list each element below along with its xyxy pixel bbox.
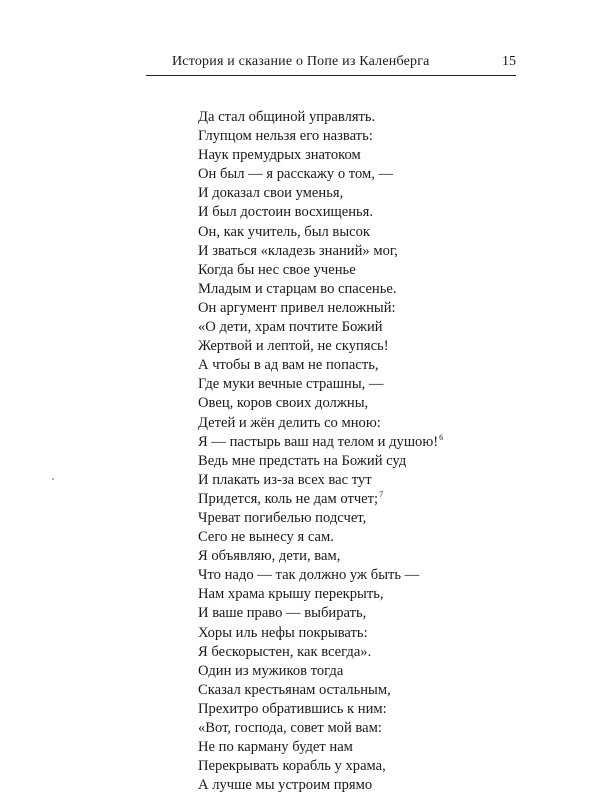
verse-line-text: Не по карману будет нам [198,739,353,756]
verse-line [198,528,443,547]
verse-line-text: Он был — я расскажу о том, — [198,166,394,183]
running-title: История и сказание о Попе из Каленберга [172,54,430,69]
verse-line [198,738,443,757]
verse-line [198,566,443,585]
verse-line [198,700,443,719]
verse-line [198,547,443,566]
footnote-marker[interactable]: 7 [379,489,384,499]
verse-line [198,643,443,662]
page-number: 15 [502,54,516,69]
footnote-marker[interactable]: 6 [439,432,444,442]
verse-line-text: И доказал свои уменья, [198,185,344,202]
verse-line-text: Чреват погибелью подсчет, [198,509,367,526]
verse-block [198,108,443,795]
verse-line [198,471,443,490]
verse-line-text: Детей и жён делить со мною: [198,414,381,431]
verse-line [198,203,443,222]
verse-line [198,452,443,471]
verse-line [198,242,443,261]
verse-line [198,165,443,184]
verse-line [198,108,443,127]
verse-line-text: Он аргумент привел неложный: [198,299,396,316]
verse-line-text: Сказал крестьянам остальным, [198,681,391,698]
verse-line [198,337,443,356]
verse-line-text: Наук премудрых знатоком [198,147,361,164]
verse-line [198,318,443,337]
verse-line-text: Где муки вечные страшны, — [198,376,384,393]
verse-line-text: Овец, коров своих должны, [198,395,369,412]
verse-line [198,356,443,375]
print-speck [52,478,54,480]
verse-line-text: «О дети, храм почтите Божий [198,319,383,336]
running-head [146,52,516,74]
verse-line-text: А чтобы в ад вам не попасть, [198,357,379,374]
verse-line [198,681,443,700]
verse-line [198,375,443,394]
verse-line-text: Глупцом нельзя его назвать: [198,128,373,145]
verse-line [198,299,443,318]
verse-line-text: Я — пастырь ваш над телом и душою! [198,433,439,450]
verse-line-text: Младым и старцам во спасенье. [198,280,397,297]
verse-line-text: Перекрывать корабль у храма, [198,758,386,775]
verse-line [198,624,443,643]
verse-line [198,433,443,452]
verse-line [198,394,443,413]
verse-line-text: Ведь мне предстать на Божий суд [198,452,407,469]
verse-line [198,223,443,242]
verse-line [198,280,443,299]
verse-line [198,776,443,795]
verse-line-text: Один из мужиков тогда [198,662,344,679]
verse-line [198,261,443,280]
verse-line-text: И зваться «кладезь знаний» мог, [198,242,398,259]
verse-line-text: И ваше право — выбирать, [198,605,367,622]
verse-line [198,757,443,776]
verse-line-text: Я бескорыстен, как всегда». [198,643,372,660]
verse-line-text: Он, как учитель, был высок [198,223,370,240]
verse-line [198,604,443,623]
verse-line [198,585,443,604]
verse-line [198,509,443,528]
verse-line-text: А лучше мы устроим прямо [198,777,373,794]
verse-line [198,662,443,681]
verse-line [198,414,443,433]
verse-line-text: Когда бы нес свое ученье [198,261,356,278]
verse-line [198,184,443,203]
verse-line-text: Нам храма крышу перекрыть, [198,586,384,603]
verse-line-text: И был достоин восхищенья. [198,204,374,221]
verse-line [198,490,443,509]
verse-line [198,146,443,165]
verse-line-text: Да стал общиной управлять. [198,109,376,125]
verse-line-text: Прехитро обратившись к ним: [198,700,387,717]
verse-line [198,719,443,738]
verse-line-text: Я объявляю, дети, вам, [198,548,341,565]
verse-line [198,127,443,146]
verse-line-text: Что надо — так должно уж быть — [198,567,420,584]
header-rule [146,75,516,76]
verse-line-text: Хоры иль нефы покрывать: [198,624,368,641]
verse-line-text: Придется, коль не дам отчет; [198,490,379,507]
verse-line-text: Жертвой и лептой, не скупясь! [198,338,389,355]
verse-line-text: «Вот, господа, совет мой вам: [198,720,382,736]
verse-line-text: И плакать из-за всех вас тут [198,471,372,488]
verse-line-text: Сего не вынесу я сам. [198,529,334,546]
